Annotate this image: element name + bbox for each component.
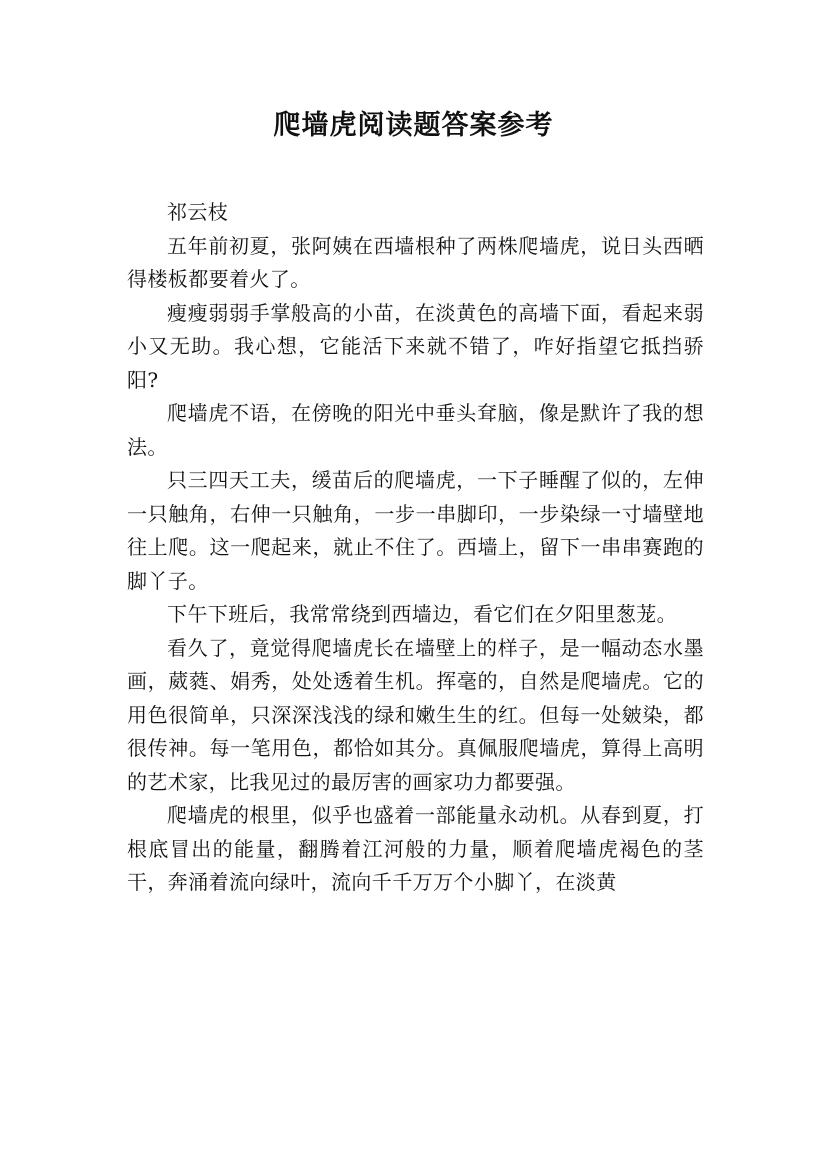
article-body [127, 196, 704, 900]
paragraph: 爬墙虎的根里，似乎也盛着一部能量永动机。从春到夏，打根底冒出的能量，翻腾着江河般的力量，顺着爬墙虎褐色的茎干，奔涌着流向绿叶，流向千千万万个小脚丫，在淡黄 [127, 803, 704, 894]
paragraph: 只三四天工夫，缓苗后的爬墙虎，一下子睡醒了似的，左伸一只触角，右伸一只触角，一步一串脚印，一步染绿一寸墙壁地往上爬。这一爬起来，就止不住了。西墙上，留下一串串赛跑的脚丫子。 [127, 468, 704, 593]
author-name: 祁云枝 [167, 200, 229, 224]
paragraph: 看久了，竟觉得爬墙虎长在墙壁上的样子，是一幅动态水墨画，葳蕤、娟秀，处处透着生机。挥毫的，自然是爬墙虎。它的用色很简单，只深深浅浅的绿和嫩生生的红。但每一处皴染，都很传神。每一笔用色，都恰如其分。真佩服爬墙虎，算得上高明的艺术家，比我见过的最厉害的画家功力都要强。 [127, 635, 704, 794]
paragraph: 下午下班后，我常常绕到西墙边，看它们在夕阳里葱茏。 [167, 602, 677, 626]
paragraph: 瘦瘦弱弱手掌般高的小苗，在淡黄色的高墙下面，看起来弱小又无助。我心想，它能活下来就不错了，咋好指望它抵挡骄阳? [127, 300, 704, 392]
document-title: 爬墙虎阅读题答案参考 [273, 110, 554, 141]
paragraph: 爬墙虎不语，在傍晚的阳光中垂头耷脑，像是默许了我的想法。 [127, 401, 704, 459]
paragraph: 五年前初夏，张阿姨在西墙根种了两株爬墙虎，说日头西晒得楼板都要着火了。 [127, 233, 704, 291]
